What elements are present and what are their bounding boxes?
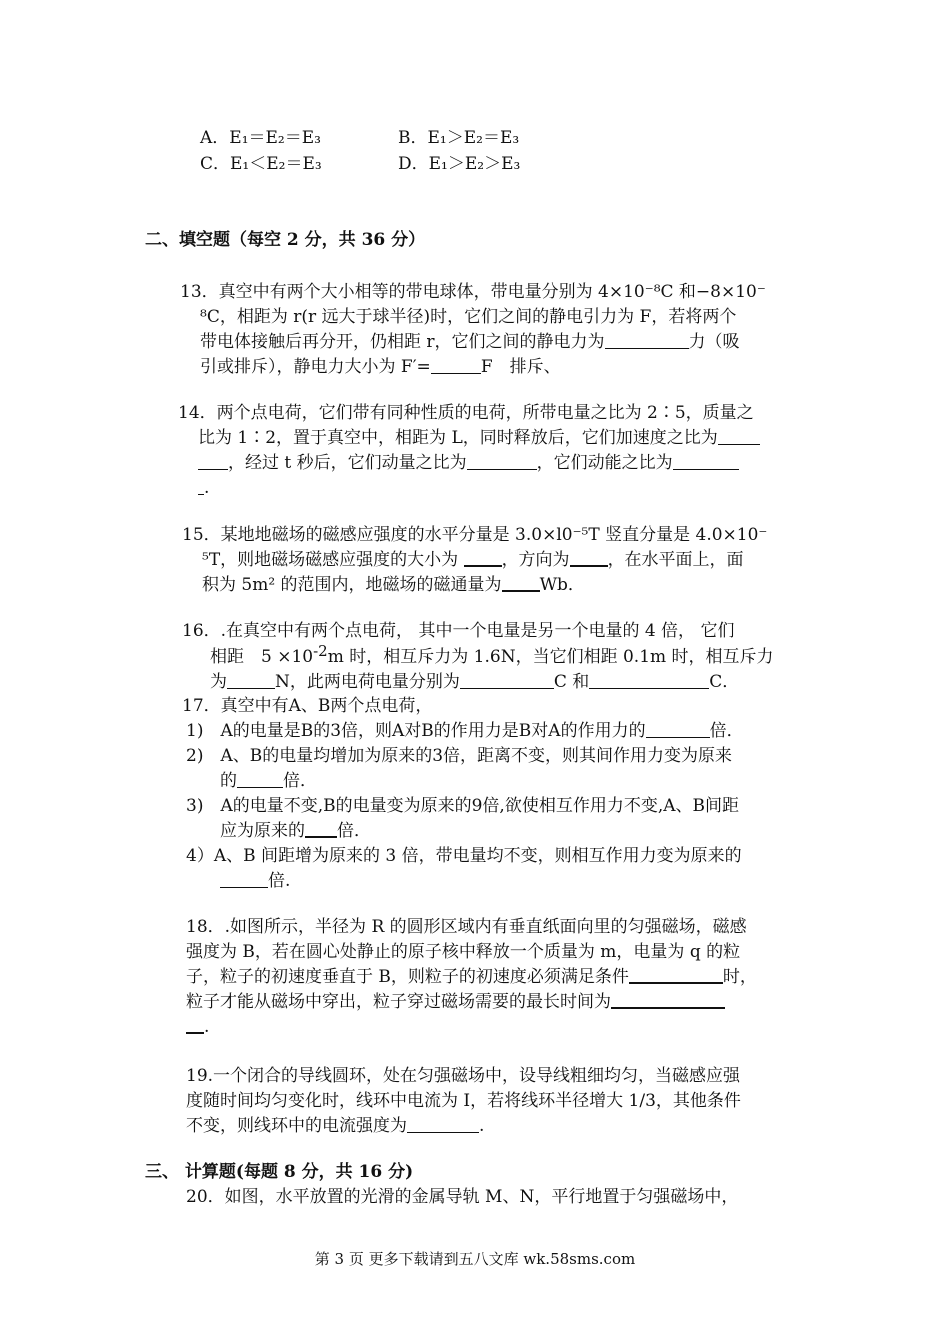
q17-blank-1: [646, 721, 710, 738]
q15-blank-1: [464, 549, 502, 567]
option-b: B．E₁＞E₂＝E₃: [398, 128, 520, 148]
q18-blank-2: [611, 991, 725, 1009]
q15-blank-3: [502, 574, 540, 592]
q13-line-4: 引或排斥），静电力大小为 F′= F 排斥、: [200, 357, 561, 377]
q15-line-2: ⁵T，则地磁场磁感应强度的大小为 ，方向为 ，在水平面上，面: [202, 550, 744, 570]
q17-item-3: 3) A的电量不变,B的电量变为原来的9倍,欲使相互作用力不变,A、B间距: [186, 796, 740, 816]
q14-blank-1: [718, 428, 760, 445]
q18-line-5: .: [186, 1015, 209, 1039]
q14-blank-3: [673, 453, 739, 470]
section-3-title: 三、 计算题(每题 8 分，共 16 分): [145, 1162, 414, 1182]
q20-line-1: 20．如图，水平放置的光滑的金属导轨 M、N，平行地置于匀强磁场中，: [186, 1187, 739, 1207]
q15-line-3: 积为 5m² 的范围内，地磁场的磁通量为 Wb．: [202, 575, 585, 595]
q16-blank-2: [460, 672, 554, 689]
q16-line-1: 16．.在真空中有两个点电荷， 其中一个电量是另一个电量的 4 倍， 它们: [182, 621, 735, 641]
q13-blank-2: [431, 357, 481, 374]
q17-blank-3: [305, 820, 337, 838]
q18-line-2: 强度为 B，若在圆心处静止的原子核中释放一个质量为 m，电量为 q 的粒: [186, 942, 741, 962]
q13-line-3: 带电体接触后再分开，仍相距 r，它们之间的静电力为 力（吸: [200, 332, 740, 352]
q16-line-3: 为 N，此两电荷电量分别为 C 和 C．: [210, 672, 740, 692]
q19-line-2: 度随时间均匀变化时，线环中电流为 I，若将线环半径增大 1/3，其他条件: [186, 1091, 741, 1111]
q17-item-4-cont: 倍.: [220, 869, 290, 893]
q19-line-1: 19.一个闭合的导线圆环，处在匀强磁场中，设导线粗细均匀，当磁感应强: [186, 1066, 741, 1086]
q17-item-2: 2) A、B的电量均增加为原来的3倍，距离不变，则其间作用力变为原来: [186, 746, 733, 766]
q14-blank-1b: [198, 453, 228, 470]
q17-item-4: 4）A、B 间距增为原来的 3 倍，带电量均不变，则相互作用力变为原来的: [186, 846, 742, 866]
option-c: C．E₁＜E₂＝E₃: [200, 154, 322, 174]
section-2-title: 二、填空题（每空 2 分，共 36 分）: [145, 230, 426, 250]
q18-blank-2b: [186, 1016, 204, 1034]
q14-line-4: .: [198, 476, 209, 500]
q17-item-1: 1) A的电量是B的3倍，则A对B的作用力是B对A的作用力的 倍．: [186, 721, 744, 741]
q15-line-1: 15．某地地磁场的磁感应强度的水平分量是 3.0×l0⁻⁵T 竖直分量是 4.0×10⁻: [182, 525, 768, 545]
q14-line-1: 14．两个点电荷，它们带有同种性质的电荷，所带电量之比为 2∶5，质量之: [178, 403, 754, 423]
q16-line-2: 相距 $5 \times 10^{-2}m$ 时，相互斥力为 1.6N，当它们相距 0.1m 时，相互斥力: [210, 642, 774, 667]
q17-item-3-cont: 应为原来的 倍．: [220, 821, 371, 841]
q13-blank-1: [605, 332, 689, 349]
q14-line-3: ，经过 t 秒后，它们动量之比为 ，它们动能之比为: [198, 451, 739, 475]
q13-line-2: ⁸C，相距为 r(r 远大于球半径)时，它们之间的静电引力为 F，若将两个: [200, 307, 737, 327]
q18-line-1: 18．.如图所示，半径为 R 的圆形区域内有垂直纸面向里的匀强磁场，磁感: [186, 917, 747, 937]
q17-stem: 17．真空中有A、B两个点电荷，: [182, 696, 433, 716]
q13-line-1: 13．真空中有两个大小相等的带电球体，带电量分别为 4×10⁻⁸C 和−8×10⁻: [180, 282, 766, 302]
page-footer: 第 3 页 更多下载请到五八文库 wk.58sms.com: [314, 1250, 636, 1268]
option-a: A．E₁＝E₂＝E₃: [200, 128, 321, 148]
q17-item-2-cont: 的 倍．: [220, 771, 317, 791]
q17-blank-2: [237, 771, 283, 788]
q14-line-2: 比为 1∶2，置于真空中，相距为 L，同时释放后，它们加速度之比为: [198, 426, 760, 450]
q18-line-4: 粒子才能从磁场中穿出，粒子穿过磁场需要的最长时间为: [186, 990, 725, 1014]
q17-blank-4: [220, 871, 268, 888]
option-d: D．E₁＞E₂＞E₃: [398, 154, 521, 174]
q15-blank-2: [570, 549, 608, 567]
q16-blank-3: [589, 672, 709, 689]
q18-blank-1: [629, 966, 723, 984]
q19-line-3: 不变，则线环中的电流强度为 .: [186, 1116, 485, 1136]
q14-blank-2: [467, 453, 537, 470]
q19-blank-1: [407, 1116, 479, 1133]
q16-blank-1: [227, 672, 275, 689]
q18-line-3: 子，粒子的初速度垂直于 B，则粒子的初速度必须满足条件 时，: [186, 967, 757, 987]
